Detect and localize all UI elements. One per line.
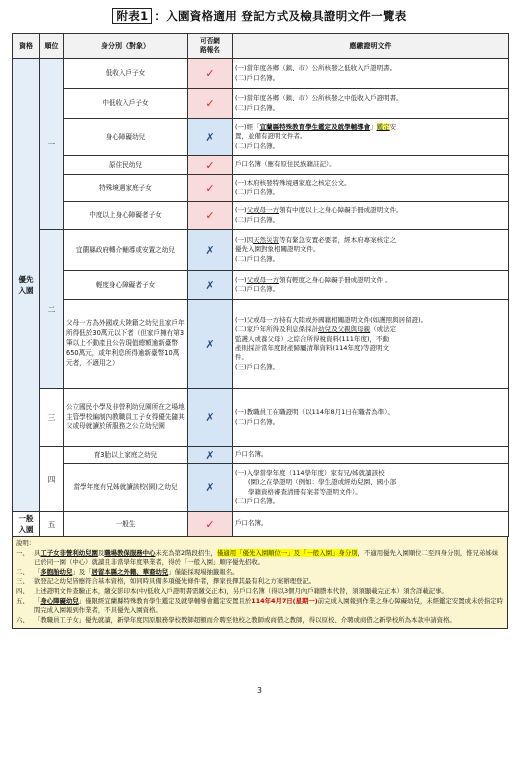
identity-cell: 中度以上身心障礙者子女 bbox=[64, 202, 188, 230]
table-row bbox=[13, 389, 509, 447]
category-priority: 優先 入園 bbox=[13, 59, 40, 512]
header-docs: 應繳證明文件 bbox=[233, 34, 509, 59]
docs-cell: 戶口名簿。 bbox=[233, 512, 509, 537]
identity-cell: 一般生 bbox=[64, 512, 188, 537]
note-item bbox=[16, 549, 504, 568]
notes-header: 說明： bbox=[16, 539, 36, 547]
docs-cell: (一)入學當學年度（114學年度）家有兄/姊就讀該校 (園)之在學證明（例如：學生證或經幼兒園、國小部 學籍資格審查清冊有案者等證明文件）。 (二)戶口名簿。 bbox=[233, 464, 509, 512]
docs-cell: 戶口名簿（應有原住民族籍註記）。 bbox=[233, 156, 509, 175]
docs-cell: (一)父或母一方領有輕度之身心障礙手冊或證明文件 。 (二)戶口名簿。 bbox=[233, 271, 509, 300]
check-icon: ✓ bbox=[188, 512, 233, 537]
table-header-row bbox=[13, 34, 509, 59]
notes-list bbox=[16, 549, 504, 626]
docs-cell: (一)本府核發特殊境遇家庭之核定公文。 (二)戶口名簿。 bbox=[233, 175, 509, 202]
table-row bbox=[13, 271, 509, 300]
cross-icon: ✗ bbox=[188, 464, 233, 512]
header-online: 可否網 路報名 bbox=[188, 34, 233, 59]
cross-icon: ✗ bbox=[188, 230, 233, 271]
notes-section bbox=[12, 537, 508, 629]
note-item bbox=[16, 577, 504, 587]
note-number: 一、 bbox=[16, 548, 29, 557]
check-icon: ✓ bbox=[188, 89, 233, 119]
check-icon: ✓ bbox=[188, 175, 233, 202]
order-three: 三 bbox=[40, 389, 64, 447]
check-icon: ✓ bbox=[188, 59, 233, 89]
table-row bbox=[13, 59, 509, 89]
table-row bbox=[13, 300, 509, 389]
identity-cell: 身心障礙幼兒 bbox=[64, 119, 188, 156]
identity-cell: 公立國民小學及非營利幼兒園所在之場地主管學校編制內教職員工子女得優先隨其父或母就讀於所服務之公立幼兒園 bbox=[64, 389, 188, 447]
document-title bbox=[0, 8, 519, 24]
title-text: ：入園資格適用 登記方式及檢具證明文件一覽表 bbox=[154, 9, 407, 23]
table-row bbox=[13, 89, 509, 119]
note-text: 欲登記之幼兒皆應符合基本資格，如同時具備多項優先條件者，擇家長擇其最有利之方案辦理登記。 bbox=[34, 577, 316, 586]
table-row bbox=[13, 119, 509, 156]
docs-cell: 戶口名簿。 bbox=[233, 447, 509, 464]
cross-icon: ✗ bbox=[188, 119, 233, 156]
order-four: 四 bbox=[40, 447, 64, 512]
header-category: 資格 bbox=[13, 34, 40, 59]
check-icon: ✓ bbox=[188, 156, 233, 175]
note-text: 「身心障礙幼兒」僅限經宜蘭縣特殊教育學生鑑定及就學輔導會鑑定安置且於114年4月7日(星期一)前完成入園報到作業之身心障礙幼兒，未經鑑定安置或未於指定時間完成入園報到作業者，不具優先入園資格。 bbox=[34, 596, 504, 615]
docs-cell: (一)教職員工在職證明（以114年8月1日在職者為準）。 (二)戶口名簿。 bbox=[233, 389, 509, 447]
docs-cell: (一)當年度各鄉（鎮、市）公所核發之中低收入戶證明書。 (二)戶口名簿。 bbox=[233, 89, 509, 119]
identity-cell: 原住民幼兒 bbox=[64, 156, 188, 175]
note-text: 具工子女非營利幼兒園及職場教保服務中心未充為第2階段招生，僅適用「優先入園順位一」及「一般入園」身分別，不適用優先入園順位二至四身分別，惟兄弟姊妹已於同一園（中心）就讀且非當學年度畢業者，得於「一般入園」順序優先招收。 bbox=[34, 548, 499, 567]
order-one: 一 bbox=[40, 59, 64, 230]
header-identity: 身分別（對象） bbox=[64, 34, 188, 59]
page-number: 3 bbox=[257, 686, 262, 695]
title-prefix: 附表1 bbox=[112, 8, 152, 24]
note-number: 六、 bbox=[16, 615, 29, 624]
order-five: 五 bbox=[40, 512, 64, 537]
identity-cell: 育3胎以上家庭之幼兒 bbox=[64, 447, 188, 464]
identity-cell: 當學年度有兄姊就讀該校(園)之幼兒 bbox=[64, 464, 188, 512]
table-row bbox=[13, 175, 509, 202]
table-row bbox=[13, 230, 509, 271]
note-item bbox=[16, 616, 504, 626]
note-item bbox=[16, 568, 504, 578]
order-two: 二 bbox=[40, 230, 64, 389]
note-text: 上述證明文件查驗正本，繳交影印本(中/低收入戶證明書需繳交正本)，另戶口名簿（得以3個月內戶籍謄本代替，須須顯載完正本）須含詳載記事。 bbox=[34, 587, 448, 596]
note-item bbox=[16, 597, 504, 616]
cross-icon: ✗ bbox=[188, 447, 233, 464]
identity-cell: 中低收入戶子女 bbox=[64, 89, 188, 119]
note-text: 「多胞胎幼兒」及「居留本縣之外籍、華裔幼兒」僅能採現場抽籤報名。 bbox=[34, 567, 239, 576]
table-row bbox=[13, 202, 509, 230]
note-number: 四、 bbox=[16, 587, 29, 596]
table-row bbox=[13, 447, 509, 464]
table-row bbox=[13, 464, 509, 512]
identity-cell: 特殊境遇家庭子女 bbox=[64, 175, 188, 202]
table-row bbox=[13, 512, 509, 537]
identity-cell: 低收入戶子女 bbox=[64, 59, 188, 89]
docs-cell: (一)經「宜蘭縣特殊教育學生鑑定及就學輔導會」鑑定安 置，並備有證明文件者。 (二)戶口名簿。 bbox=[233, 119, 509, 156]
docs-cell: (一)父或母一方領有中度以上之身心障礙手冊或證明文件。 (二)戶口名簿。 bbox=[233, 202, 509, 230]
note-item bbox=[16, 587, 504, 597]
docs-cell: (一)當年度各鄉（鎮、市）公所核發之低收入戶證明書。 (二)戶口名簿。 bbox=[233, 59, 509, 89]
docs-cell: (一)父或母一方持有大陸或外國籍相關證明文件(如護照與居留證)。 (二)家戶年所得及利息係採計幼兒及父親與母親（或法定 監護人或養父母）之綜合所得稅資料(111年度)，不動 產則採計當年度財產歸屬清單資料(114年度)等證明文 件。 (三)戶口名簿。 bbox=[233, 300, 509, 389]
cross-icon: ✗ bbox=[188, 389, 233, 447]
identity-cell: 宜蘭縣政府轉介輔導或安置之幼兒 bbox=[64, 230, 188, 271]
note-number: 二、 bbox=[16, 567, 29, 576]
cross-icon: ✗ bbox=[188, 271, 233, 300]
docs-cell: (一)因天然災害等有緊急安置必要者，經本府專案核定之 優先入園對象相關證明文件。 (二)戶口名簿。 bbox=[233, 230, 509, 271]
table-row bbox=[13, 156, 509, 175]
check-icon: ✓ bbox=[188, 202, 233, 230]
header-order: 順位 bbox=[40, 34, 64, 59]
note-number: 三、 bbox=[16, 577, 29, 586]
note-text: 「教職員工子女」優先就讀，新學年度因原服務學校教師超額而介聘至他校之教師或商借之教師，得以原校、介聘或商借之新學校所為本款申請資格。 bbox=[34, 615, 456, 624]
identity-cell: 輕度身心障礙者子女 bbox=[64, 271, 188, 300]
eligibility-table bbox=[12, 33, 509, 537]
category-general: 一般 入園 bbox=[13, 512, 40, 537]
note-number: 五、 bbox=[16, 596, 29, 605]
cross-icon: ✗ bbox=[188, 300, 233, 389]
identity-cell: 父母一方為外國或大陸籍之幼兒且家戶年所得低於30萬元以下者（但家戶擁有第3筆以上不動產且公告現值總額逾新臺幣650萬元，或年利息所得逾新臺幣10萬元者，不適用之） bbox=[64, 300, 188, 389]
